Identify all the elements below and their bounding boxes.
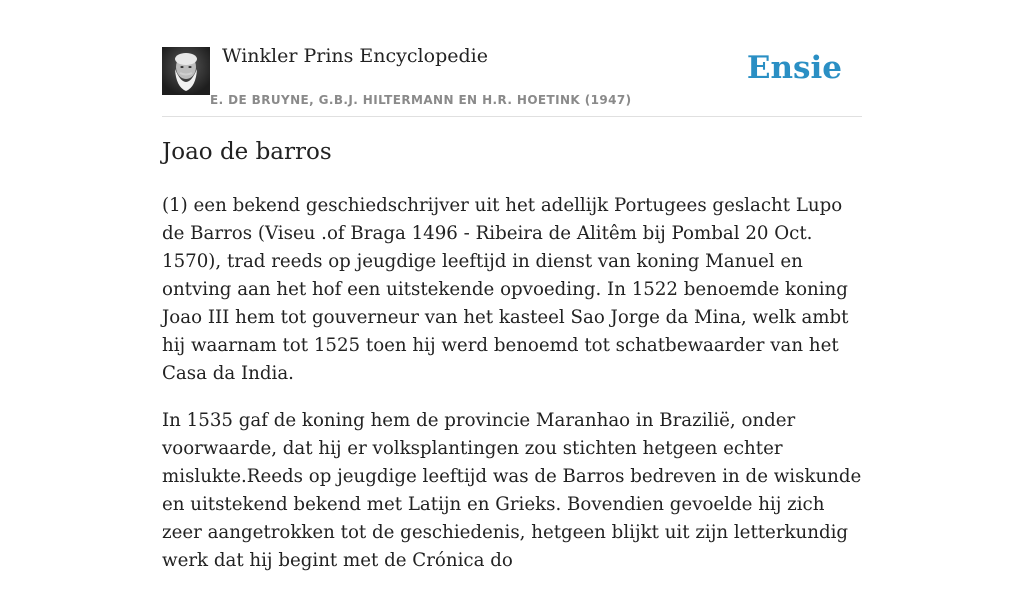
avatar[interactable]	[162, 47, 210, 95]
publication-title[interactable]: Winkler Prins Encyclopedie	[222, 45, 488, 67]
header	[162, 0, 862, 117]
article-paragraph: In 1535 gaf de koning hem de provincie Maranhao in Brazilië, onder voorwaarde, dat hij er volksplantingen zou stichten hetgeen echter mislukte.Reeds op jeugdige leeftijd was de Barros bedreven in de wiskunde en uitstekend bekend met Latijn en Grieks. Bovendien gevoelde hij zich zeer aangetrokken tot de geschiedenis, hetgeen blijkt uit zijn letterkundig werk dat hij begint met de Crónica do	[162, 410, 862, 571]
article-body	[162, 192, 862, 594]
article-title: Joao de barros	[162, 139, 332, 165]
brand-logo[interactable]: Ensie	[746, 50, 842, 86]
publication-authors: E. DE BRUYNE, G.B.J. HILTERMANN EN H.R. HOETINK (1947)	[210, 93, 632, 107]
bearded-man-portrait-icon	[162, 47, 210, 95]
article-paragraph: (1) een bekend geschiedschrijver uit het adellijk Portugees geslacht Lupo de Barros (Viseu .of Braga 1496 - Ribeira de Alitêm bij Pombal 20 Oct. 1570), trad reeds op jeugdige leeftijd in dienst van koning Manuel en ontving aan het hof een uitstekende opvoeding. In 1522 benoemde koning Joao III hem tot gouverneur van het kasteel Sao Jorge da Mina, welk ambt hij waarnam tot 1525 toen hij werd benoemd tot schatbewaarder van het Casa da India.	[162, 195, 849, 384]
